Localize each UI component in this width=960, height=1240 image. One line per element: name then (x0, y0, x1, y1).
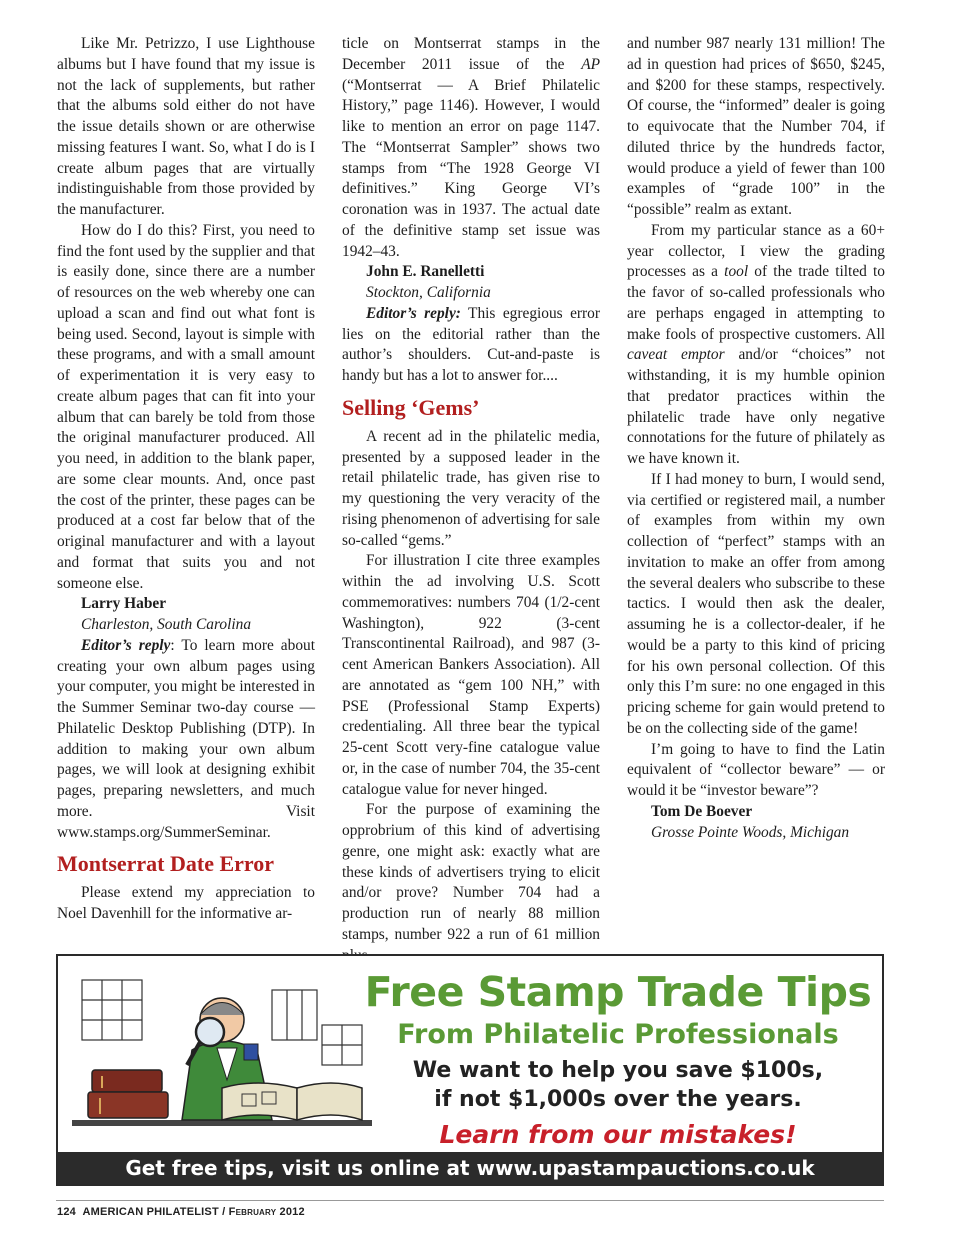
stamp-collector-illustration (72, 970, 372, 1140)
gems-paragraph-5: If I had money to burn, I would send, via certified or registered mail, a number of examples from within my own collection of “perfect” stamps with an invitation to make an offer from among the several dealers who subscribe to these tactics. I would then ask the dealer, assuming he is a collector-dealer, if he would be a party to this kind of pricing for his own personal collection. Of this only this I’m sure: no one engaged in this pricing scheme for gain would pretend to be on the collecting side of the game! (627, 470, 885, 737)
page-number: 124 (57, 1206, 76, 1218)
caveat-italic: caveat emptor (627, 346, 725, 364)
signature-place: Charleston, South Carolina (81, 616, 252, 633)
text-run: From my particular stance as a 60+ year collector, I view the grading processes as a (627, 221, 885, 281)
letter-haber-paragraph-2: How do I do this? First, you need to find the font used by the supplier and that is easily done, since there are a number of resources on the web whereby one can upload a scan and find out what font is being used. Second, layout is simple with these programs, and with a small amount of experimentation it is very easy to create album pages that can fit into your album that can barely be told from those the original manufacturer produced. All you need, in addition to the blank paper, are some clear mounts. And, once past the cost of the printer, these pages can be produced at a cost far below that of the original manufacturer and with a layout and format that suits you and not someone else. (57, 221, 315, 592)
footer-separator: / (218, 1206, 229, 1218)
text-run: and/or “choices” not withstanding, it is my humble opinion that predator practices within the philatelic trade have only negative connotations for the future of philately as we have known it. (627, 346, 885, 467)
issue-month: February (228, 1206, 277, 1218)
gems-paragraph-cont: and number 987 nearly 131 million! The ad in question had prices of $650, $245, and $200 for these stamps, respectively. Of course, the “informed” dealer is going to equivocate that the Number 704, if diluted thrice by the hundreds factor, would produce a yield of fewer than 100 examples of “grade 100” in the “possible” realm as extant. (627, 35, 885, 218)
page-footer (57, 1206, 305, 1218)
tool-italic: tool (724, 263, 749, 281)
editor-reply-label: Editor’s reply (81, 636, 171, 654)
ap-italic: AP (581, 55, 600, 73)
gems-paragraph-3: For the purpose of examining the opprobrium of this kind of advertising genre, one might ask: exactly what are these kinds of advertisers trying to elicit and/or prove? Number 704 had a production run of nearly 88 million stamps, number 922 a run of 61 million (342, 801, 600, 943)
editor-reply-text: : To learn more about creating your own album pages using your computer, you might be interested in the Summer Seminar two-day course — Philatelic Desktop Publishing (DTP). In addition to making your own album pages, we will look at designing exhibit pages, preparing newsletters, and much more. Visit www.stamps.org/SummerSeminar. (57, 636, 315, 841)
montserrat-paragraph-1: Please extend my appreciation to Noel Davenhill for the informative ar- (57, 884, 315, 922)
signature-name: Larry Haber (81, 595, 167, 613)
gems-paragraph-1: A recent ad in the philatelic media, presented by a supposed leader in the retail philatelic trade, has given rise to my questioning the very veracity of the rising phenomenon of advertising for sale so-called “gems.” (342, 427, 600, 549)
gems-paragraph-4 (627, 221, 885, 470)
ad-url-bar[interactable]: Get free tips, visit us online at www.upastampauctions.co.uk (58, 1152, 882, 1184)
montserrat-paragraph-cont (342, 34, 600, 262)
text-run: (“Montserrat — A Brief Philatelic History,” page 1146). However, I would like to mention an error on page 1147. The “Montserrat Sampler” shows two stamps from “The 1928 George VI definitives.” King George VI’s coronation was in 1937. The actual date of the definitive stamp set issue was 1942–43. (342, 76, 600, 260)
footer-divider (56, 1200, 884, 1201)
ad-subheadline: From Philatelic Professionals (397, 1019, 839, 1050)
signature-place: Stockton, California (366, 284, 491, 301)
ad-headline: Free Stamp Trade Tips (364, 968, 872, 1016)
editor-reply (342, 304, 600, 387)
gems-paragraph-6: I’m going to have to find the Latin equivalent of “collector beware” — or would it be “investor beware”? (627, 740, 885, 799)
section-heading-montserrat: Montserrat Date Error (57, 851, 275, 877)
section-heading-gems: Selling ‘Gems’ (342, 394, 480, 420)
column-2 (342, 34, 600, 966)
letter-haber-paragraph-1: Like Mr. Petrizzo, I use Lighthouse albums but I have found that my issue is not the lack of supplements, but rather that the albums sold either do not have the issue details shown or are otherwise missing features I want. So, what I do is I create album pages that are virtually indistinguishable from those provided by the manufacturer. (57, 35, 315, 218)
editor-reply-text: This egregious error lies on the editorial rather than the author’s shoulders. Cut-and-paste is handy but has a lot to answer for.... (342, 304, 600, 384)
signature-name: John E. Ranelletti (366, 263, 485, 281)
text-run: ticle on Montserrat stamps in the December 2011 issue of the (342, 35, 600, 73)
signature-name: Tom De Boever (651, 802, 753, 820)
ad-tagline: Learn from our mistakes! (439, 1120, 797, 1149)
ad-body-line-1: We want to help you save $100s, (412, 1058, 824, 1083)
column-3 (627, 34, 885, 843)
column-1 (57, 34, 315, 925)
editor-reply (57, 636, 315, 844)
magazine-name: AMERICAN PHILATELIST (82, 1206, 219, 1218)
advertisement-box[interactable] (56, 954, 884, 1186)
signature-place: Grosse Pointe Woods, Michigan (651, 823, 850, 841)
issue-year: 2012 (279, 1206, 305, 1218)
text-run: of the trade tilted to the favor of so-called professionals who are perhaps engaged in attempting to make fools of prospective customers. All (627, 263, 885, 343)
editor-reply-label: Editor’s reply: (366, 304, 461, 322)
ad-body-line-2: if not $1,000s over the years. (434, 1087, 802, 1112)
gems-paragraph-2: For illustration I cite three examples within the ad involving U.S. Scott commemoratives: numbers 704 (1/2-cent Washington), 922 (3-cent Transcontinental Railroad), and 987 (3-cent American Bankers Association). All are annotated as “gem 100 NH,” with PSE (Professional Stamp Experts) credentialing. All three bear the typical 25-cent Scott very-fine catalogue value or, in the case of number 704, the 35-cent catalogue value for never hinged. (342, 552, 600, 798)
